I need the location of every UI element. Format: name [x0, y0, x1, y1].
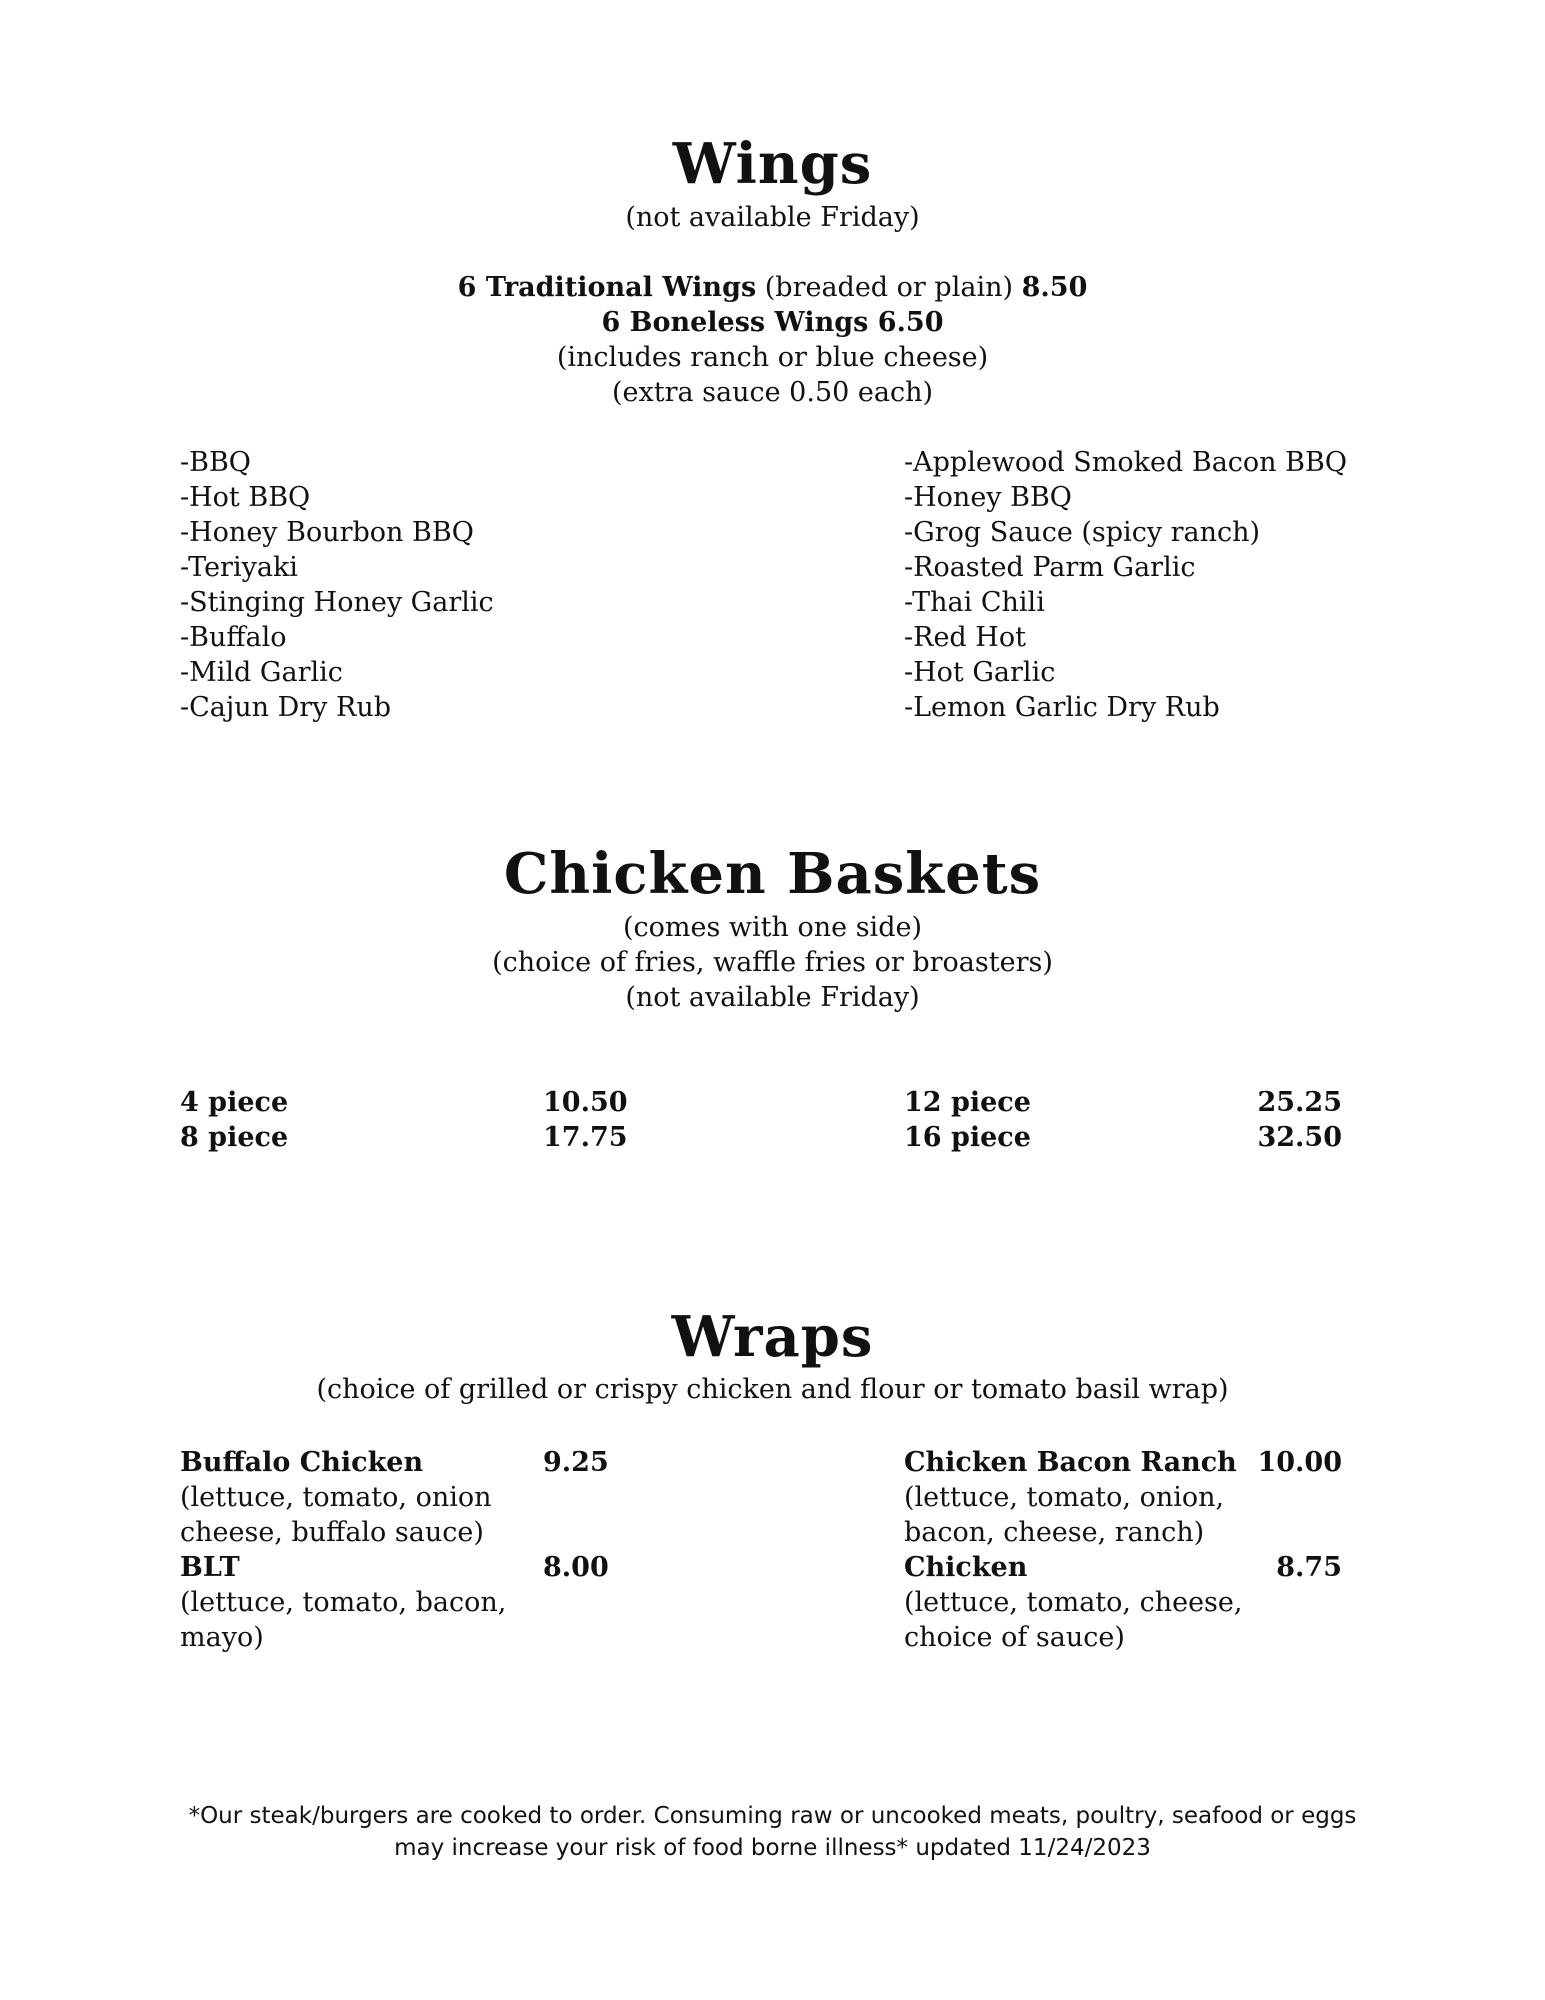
wrap-name: Chicken	[904, 1552, 1028, 1583]
sauce-item: -Stinging Honey Garlic	[180, 587, 494, 618]
wrap-description-line: mayo)	[180, 1622, 264, 1653]
sauce-item: -Hot BBQ	[180, 482, 311, 513]
basket-label: 16 piece	[904, 1122, 1031, 1153]
wrap-description	[904, 1585, 1242, 1655]
wrap-price: 10.00	[1257, 1447, 1342, 1478]
sauce-item: -Buffalo	[180, 622, 287, 653]
wrap-description-line: (lettuce, tomato, onion	[180, 1482, 492, 1513]
wrap-description	[180, 1585, 506, 1655]
sauce-item: -Grog Sauce (spicy ranch)	[904, 517, 1261, 548]
sauce-item: -Teriyaki	[180, 552, 298, 583]
sauce-item: -Honey BBQ	[904, 482, 1072, 513]
wrap-description-line: bacon, cheese, ranch)	[904, 1517, 1205, 1548]
wrap-description-line: cheese, buffalo sauce)	[180, 1517, 484, 1548]
wrap-price: 8.75	[1276, 1552, 1342, 1583]
traditional-wings-price: 8.50	[1021, 272, 1088, 303]
disclaimer-line: may increase your risk of food borne illness* updated 11/24/2023	[394, 1835, 1151, 1861]
sauce-item: -Applewood Smoked Bacon BBQ	[904, 447, 1347, 478]
baskets-note: (comes with one side)	[623, 912, 922, 943]
chicken-baskets-heading: Chicken Baskets	[503, 841, 1042, 907]
sauce-item: -Red Hot	[904, 622, 1026, 653]
basket-price: 10.50	[543, 1087, 628, 1118]
wrap-price: 8.00	[543, 1552, 609, 1583]
basket-label: 4 piece	[180, 1087, 289, 1118]
wrap-description-line: (lettuce, tomato, bacon,	[180, 1587, 507, 1618]
wings-includes: (includes ranch or blue cheese)	[556, 342, 989, 373]
wrap-price: 9.25	[543, 1447, 609, 1478]
sauce-item: -Lemon Garlic Dry Rub	[904, 692, 1220, 723]
basket-price: 25.25	[1257, 1087, 1342, 1118]
sauce-item: -Roasted Parm Garlic	[904, 552, 1196, 583]
wraps-note: (choice of grilled or crispy chicken and flour or tomato basil wrap)	[316, 1374, 1229, 1405]
baskets-note: (not available Friday)	[625, 982, 920, 1013]
wrap-description	[904, 1480, 1224, 1550]
sauce-item: -Mild Garlic	[180, 657, 343, 688]
basket-price: 17.75	[543, 1122, 628, 1153]
wrap-description-line: (lettuce, tomato, onion,	[904, 1482, 1225, 1513]
baskets-note: (choice of fries, waffle fries or broasters)	[492, 947, 1053, 978]
wrap-description-line: (lettuce, tomato, cheese,	[904, 1587, 1243, 1618]
wraps-heading: Wraps	[671, 1304, 874, 1370]
food-safety-disclaimer	[0, 1800, 1545, 1864]
sauce-item: -BBQ	[180, 447, 251, 478]
basket-price: 32.50	[1257, 1122, 1342, 1153]
sauce-item: -Cajun Dry Rub	[180, 692, 392, 723]
wings-extra-sauce: (extra sauce 0.50 each)	[611, 377, 934, 408]
sauce-list-left	[180, 445, 494, 725]
boneless-wings-line: 6 Boneless Wings 6.50	[601, 307, 944, 338]
sauce-item: -Hot Garlic	[904, 657, 1056, 688]
wings-note: (not available Friday)	[625, 202, 920, 233]
traditional-wings-detail: (breaded or plain)	[764, 272, 1013, 303]
basket-label: 12 piece	[904, 1087, 1031, 1118]
wrap-name: BLT	[180, 1552, 240, 1583]
wrap-description-line: choice of sauce)	[904, 1622, 1125, 1653]
sauce-item: -Thai Chili	[904, 587, 1045, 618]
traditional-wings-label: 6 Traditional Wings	[457, 272, 757, 303]
sauce-item: -Honey Bourbon BBQ	[180, 517, 474, 548]
basket-label: 8 piece	[180, 1122, 289, 1153]
wrap-description	[180, 1480, 492, 1550]
wings-heading: Wings	[672, 131, 873, 197]
disclaimer-line: *Our steak/burgers are cooked to order. Consuming raw or uncooked meats, poultry, seafood or eggs	[188, 1803, 1357, 1829]
sauce-list-right	[904, 445, 1347, 725]
traditional-wings-line	[0, 270, 1545, 305]
wrap-name: Buffalo Chicken	[180, 1447, 424, 1478]
wrap-name: Chicken Bacon Ranch	[904, 1447, 1237, 1478]
